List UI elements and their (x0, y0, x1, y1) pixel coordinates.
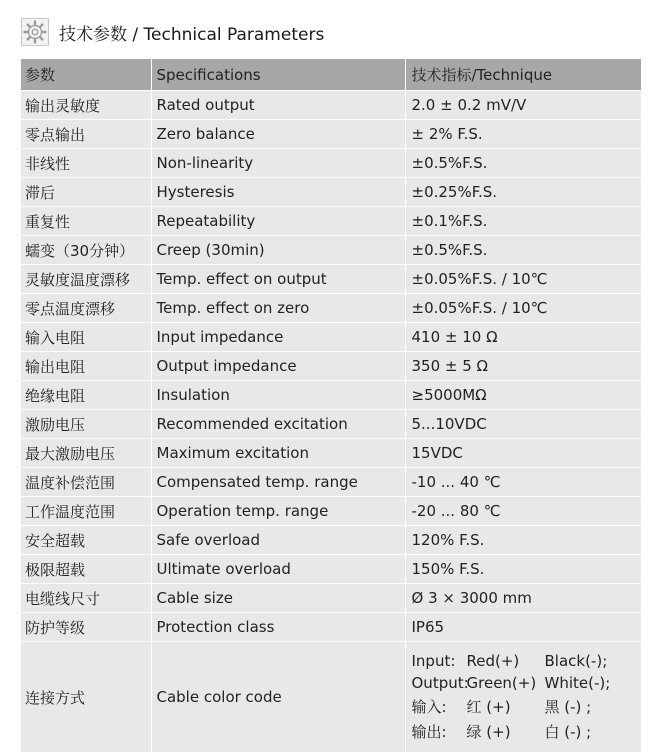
table-row (21, 352, 641, 381)
param-name-cn: 非线性 (21, 149, 151, 178)
param-name-cn: 零点输出 (21, 120, 151, 149)
spec-value: 350 ± 5 Ω (405, 352, 641, 381)
spec-value: ±0.1%F.S. (405, 207, 641, 236)
spec-name-en: Insulation (151, 381, 405, 410)
spec-value: IP65 (405, 613, 641, 642)
cable-color-grid (412, 652, 642, 742)
spec-name-en: Cable color code (151, 642, 405, 753)
spec-value: ±0.05%F.S. / 10℃ (405, 294, 641, 323)
spec-value: 15VDC (405, 439, 641, 468)
param-name-cn: 重复性 (21, 207, 151, 236)
table-row-cable-color-code (21, 642, 641, 753)
spec-name-en: Ultimate overload (151, 555, 405, 584)
gear-icon (21, 18, 49, 46)
spec-value: -20 ... 80 ℃ (405, 497, 641, 526)
param-name-cn: 输出电阻 (21, 352, 151, 381)
cable-color-entry: 输出: (411, 723, 447, 741)
table-row (21, 555, 641, 584)
param-name-cn: 极限超载 (21, 555, 151, 584)
cable-color-entry: 白 (-) ; (544, 723, 592, 741)
param-name-cn: 防护等级 (21, 613, 151, 642)
spec-name-en: Repeatability (151, 207, 405, 236)
parameters-table (21, 59, 641, 753)
cable-color-entry: Input: (411, 652, 456, 670)
spec-name-en: Rated output (151, 91, 405, 120)
spec-value: ±0.5%F.S. (405, 236, 641, 265)
table-row (21, 323, 641, 352)
spec-value: ≥5000MΩ (405, 381, 641, 410)
param-name-cn: 激励电压 (21, 410, 151, 439)
table-header-row (21, 59, 641, 91)
spec-name-en: Hysteresis (151, 178, 405, 207)
column-header-technique: 技术指标/Technique (405, 59, 641, 91)
spec-name-en: Operation temp. range (151, 497, 405, 526)
spec-value: -10 ... 40 ℃ (405, 468, 641, 497)
param-name-cn: 输出灵敏度 (21, 91, 151, 120)
table-row (21, 381, 641, 410)
cable-color-entry: Output: (411, 674, 469, 692)
table-row (21, 439, 641, 468)
spec-value: Ø 3 × 3000 mm (405, 584, 641, 613)
table-row (21, 265, 641, 294)
cable-color-entry: Black(-); (544, 652, 608, 670)
cable-color-entry: 红 (+) (466, 698, 511, 716)
spec-name-en: Temp. effect on output (151, 265, 405, 294)
table-row (21, 497, 641, 526)
table-row (21, 410, 641, 439)
table-row (21, 526, 641, 555)
spec-name-en: Zero balance (151, 120, 405, 149)
cable-color-entry: 输入: (411, 698, 447, 716)
spec-value: 410 ± 10 Ω (405, 323, 641, 352)
table-row (21, 120, 641, 149)
spec-name-en: Non-linearity (151, 149, 405, 178)
param-name-cn: 蠕变（30分钟） (21, 236, 151, 265)
table-row (21, 294, 641, 323)
table-body (21, 91, 641, 753)
column-header-parameter: 参数 (21, 59, 151, 91)
table-row (21, 613, 641, 642)
spec-name-en: Safe overload (151, 526, 405, 555)
column-header-specifications: Specifications (151, 59, 405, 91)
section-header (21, 18, 324, 46)
cable-color-entry: 黑 (-) ; (544, 698, 592, 716)
table-row (21, 207, 641, 236)
table-row (21, 149, 641, 178)
cable-color-code-values (405, 642, 641, 753)
spec-name-en: Recommended excitation (151, 410, 405, 439)
param-name-cn: 零点温度漂移 (21, 294, 151, 323)
cable-color-entry: Green(+) (466, 674, 537, 692)
spec-value: 2.0 ± 0.2 mV/V (405, 91, 641, 120)
param-name-cn: 滞后 (21, 178, 151, 207)
table-row (21, 178, 641, 207)
spec-value: 150% F.S. (405, 555, 641, 584)
table-row (21, 468, 641, 497)
table-row (21, 584, 641, 613)
spec-value: 5...10VDC (405, 410, 641, 439)
spec-value: ±0.05%F.S. / 10℃ (405, 265, 641, 294)
param-name-cn: 最大激励电压 (21, 439, 151, 468)
spec-name-en: Input impedance (151, 323, 405, 352)
spec-name-en: Output impedance (151, 352, 405, 381)
spec-name-en: Maximum excitation (151, 439, 405, 468)
param-name-cn: 连接方式 (21, 642, 151, 753)
cable-color-entry: 绿 (+) (466, 723, 511, 741)
table-row (21, 91, 641, 120)
page-title: 技术参数 / Technical Parameters (59, 24, 325, 45)
cable-color-entry: Red(+) (466, 652, 520, 670)
spec-name-en: Compensated temp. range (151, 468, 405, 497)
param-name-cn: 电缆线尺寸 (21, 584, 151, 613)
spec-name-en: Creep (30min) (151, 236, 405, 265)
table-row (21, 236, 641, 265)
spec-name-en: Temp. effect on zero (151, 294, 405, 323)
cable-color-entry: White(-); (544, 674, 611, 692)
param-name-cn: 工作温度范围 (21, 497, 151, 526)
param-name-cn: 绝缘电阻 (21, 381, 151, 410)
spec-value: ±0.5%F.S. (405, 149, 641, 178)
param-name-cn: 安全超载 (21, 526, 151, 555)
spec-value: ± 2% F.S. (405, 120, 641, 149)
spec-value: ±0.25%F.S. (405, 178, 641, 207)
param-name-cn: 输入电阻 (21, 323, 151, 352)
spec-value: 120% F.S. (405, 526, 641, 555)
spec-name-en: Protection class (151, 613, 405, 642)
param-name-cn: 灵敏度温度漂移 (21, 265, 151, 294)
spec-name-en: Cable size (151, 584, 405, 613)
param-name-cn: 温度补偿范围 (21, 468, 151, 497)
